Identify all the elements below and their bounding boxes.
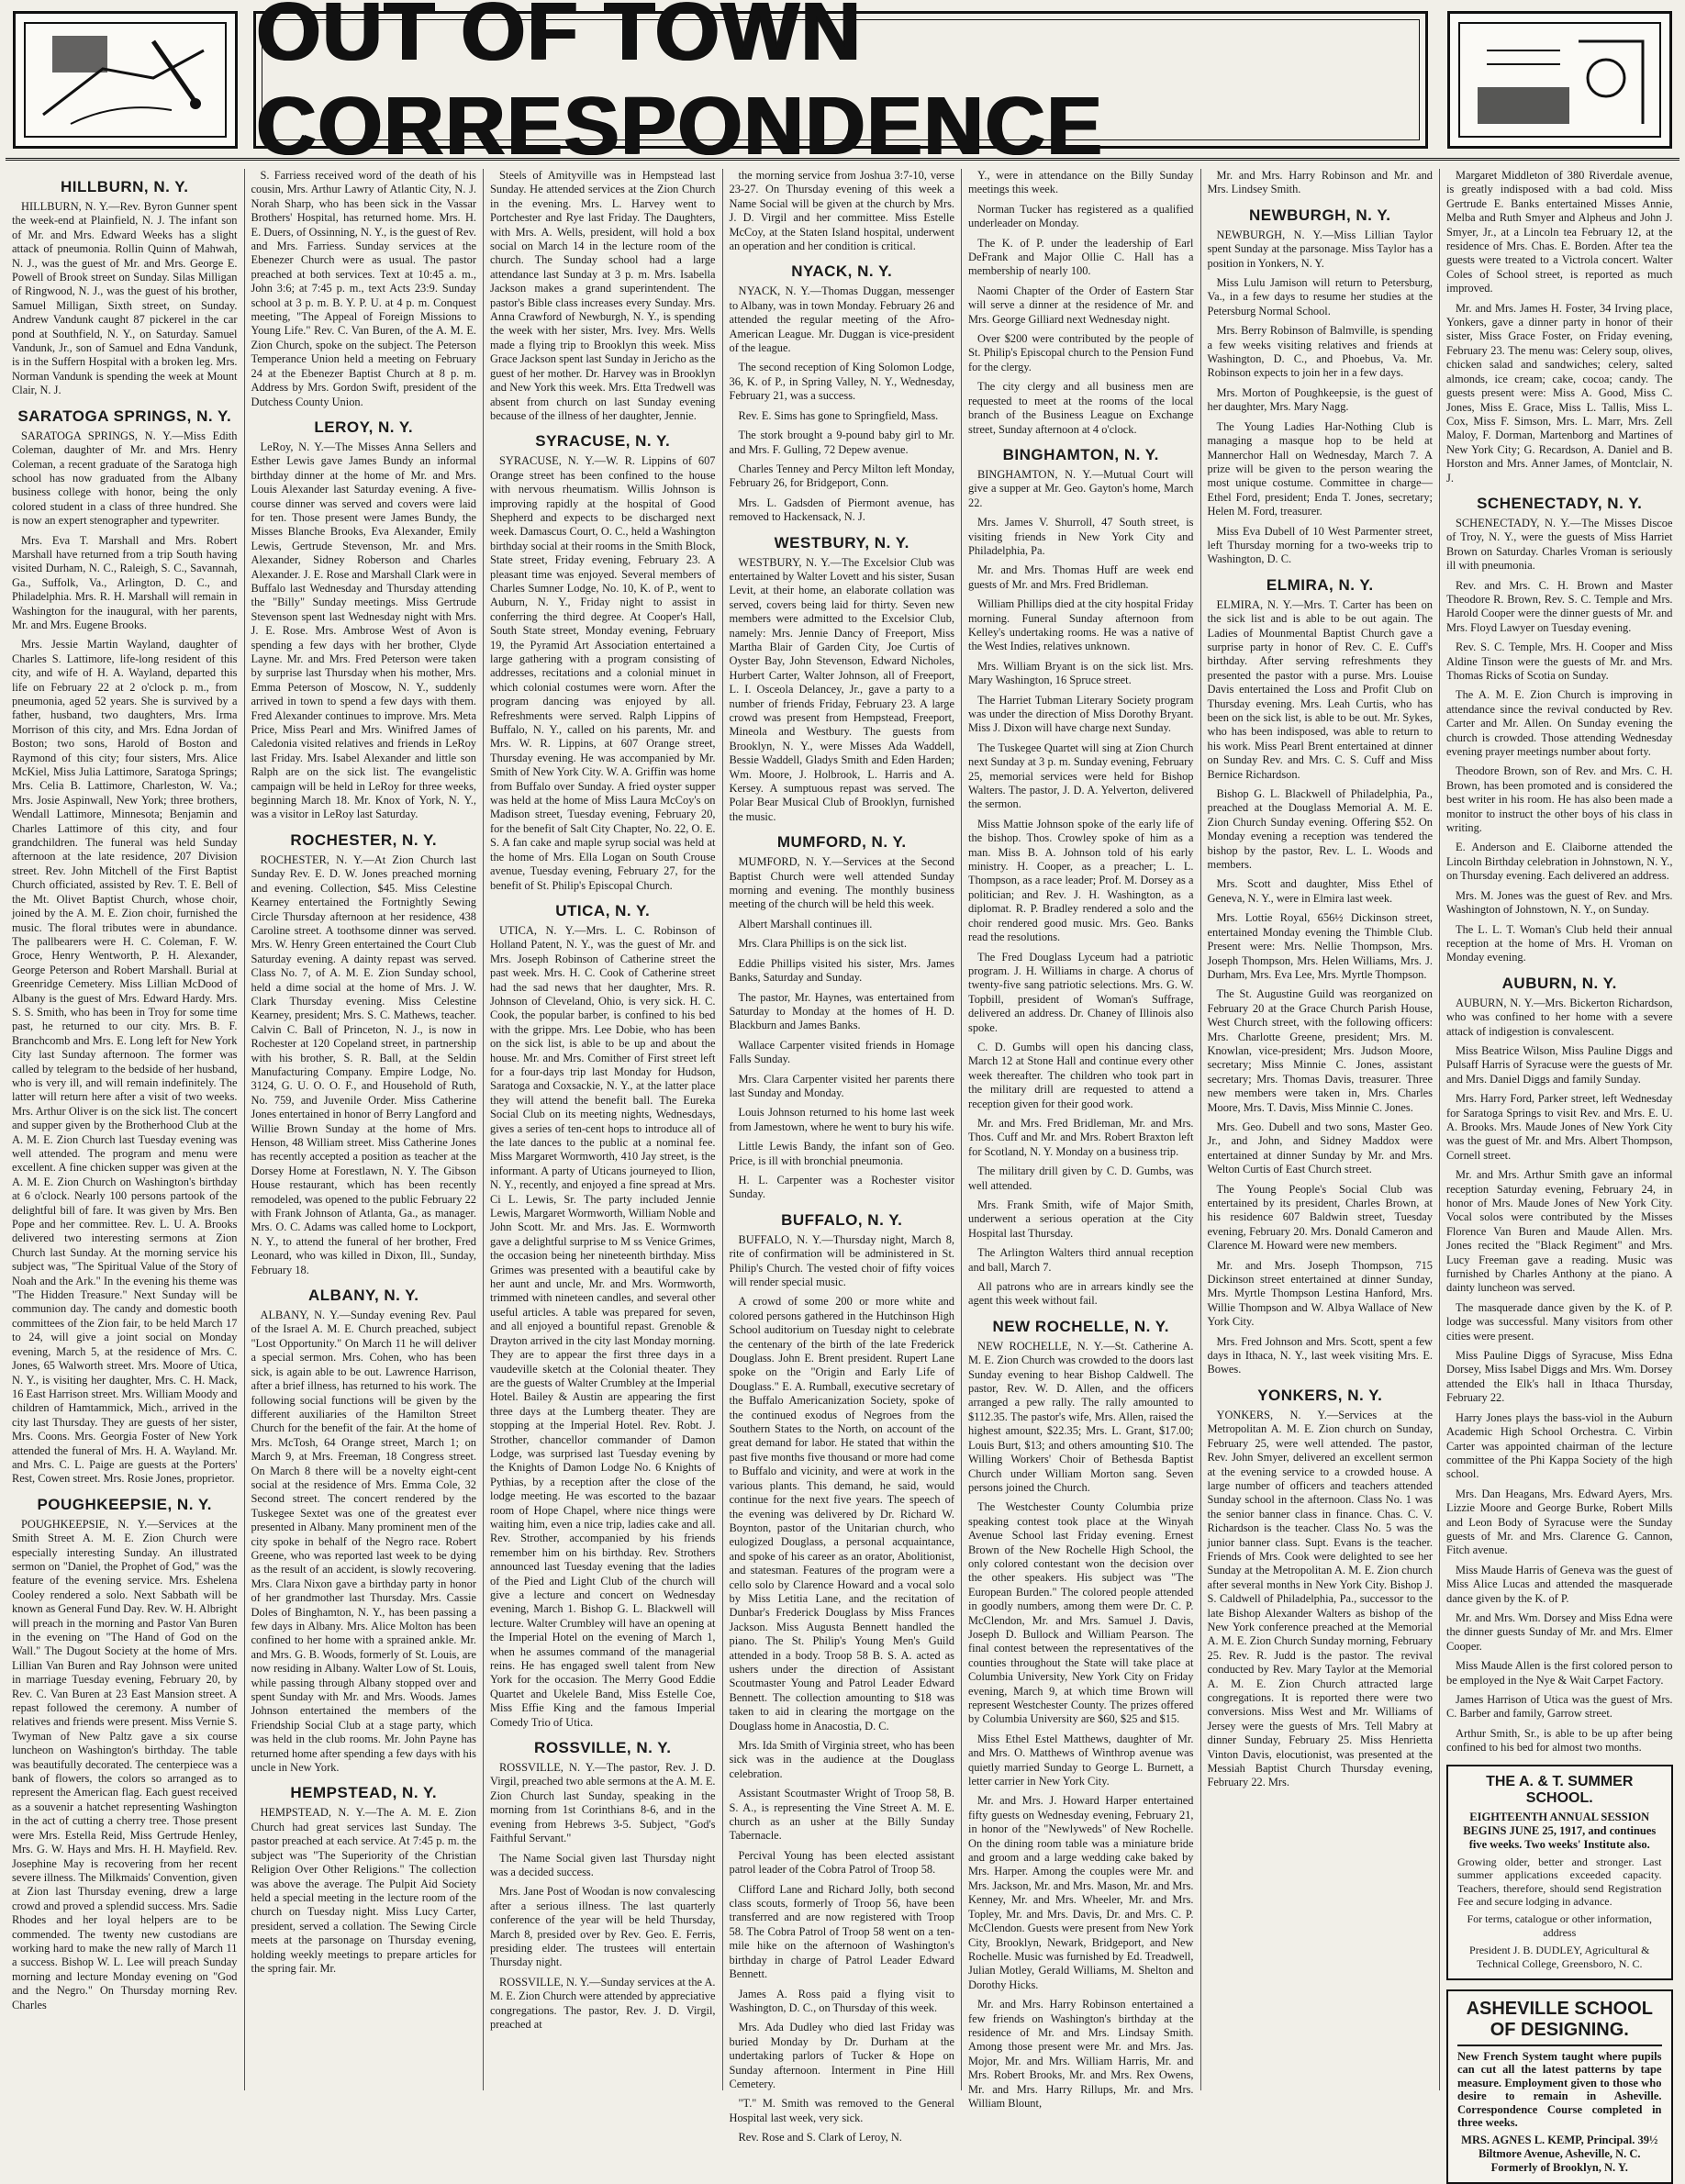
news-paragraph: The A. M. E. Zion Church is improving in attendance since the revival conducted by Rev. Carter and Mr. Allen. On Sunday evening the church is crowded. Those attending Wednesday evening prayer meetings number about forty. (1446, 688, 1673, 759)
dateline-heading: NEWBURGH, N. Y. (1248, 206, 1391, 224)
news-paragraph: Bishop G. L. Blackwell of Philadelphia, Pa., preached at the Douglass Memorial A. M. E. Zion Church Sunday evening. Offering $52. On Monday evening a reception was tendered the bishop by the pastor, Rev. L. L. Woods and members. (1207, 787, 1433, 872)
news-paragraph: Miss Beatrice Wilson, Miss Pauline Diggs and Pulsaff Harris of Syracuse were the guests of Mr. and Mrs. Daniel Diggs and family Sunday. (1446, 1043, 1673, 1086)
news-paragraph: The K. of P. under the leadership of Earl DeFrank and Major Ollie C. Hall has a membership of nearly 100. (968, 236, 1194, 278)
news-paragraph: SCHENECTADY, N. Y.—The Misses Discoe of Troy, N. Y., were the guests of Miss Harriet Brown on Saturday. Charles Vroman is seriously ill with pneumonia. (1446, 516, 1673, 573)
news-paragraph: Mr. and Mrs. Harry Robinson entertained a few friends on Washington's birthday at the residence of Mr. and Mrs. Lindsay Smith. Among those present were Mr. and Mrs. Jas. Mojor, Mr. and Mrs. William Harris, Mr. and Mrs. Robert Brooks, Mr. and Mrs. Rex Owens, Mr. and Mrs. Harry Rillups, Mr. and Mrs. William Blount, (968, 1998, 1194, 2110)
dateline-heading: ROCHESTER, N. Y. (290, 830, 438, 849)
news-paragraph: Albert Marshall continues ill. (738, 917, 873, 930)
news-paragraph: The Fred Douglass Lyceum had a patriotic program. J. H. Williams in charge. A chorus of twenty-five sang patriotic selections. Mrs. G. W. Topbill, president of Woman's Suffrage, delivered an address. Dr. Chaney of Illinois also spoke. (968, 950, 1194, 1034)
news-paragraph: SYRACUSE, N. Y.—W. R. Lippins of 607 Orange street has been confined to the house with nervous rheumatism. Willis Johnson is improving rapidly at the hospital of Good Shepherd and expects to be discharged next week. Damascus Court, O. C., held a Washington birthday social at their rooms in the Smith Block, State street, Friday evening, February 23. A pleasant time was enjoyed. Several members of Charles Sumner Lodge, No. 10, K. of P., went to Auburn, N. Y., Friday night to assist in conferring the third degree. At Cooper's Hall, South State street, Monday evening, February 19, the Pyramid Art Association entertained a large gathering with a program consisting of addresses, recitations and a colonial minuet in which colonial costumes were worn. After the program dancing was enjoyed by all. Refreshments were served. Ralph Lippins of Buffalo, N. Y., called on his parents, Mr. and Mrs. W. R. Lippins, at 607 Orange street, Thursday evening. He was accompanied by Mr. Smith of New York City. W. A. Griffin was home from Buffalo over Sunday. A fried oyster supper was held at the home of Miss Laura McCoy's on Madison street, Tuesday evening, February 20, for the benefit of Salt City Chapter, No. 22, O. E. S. A fan cake and maple syrup social was held at the home of Mrs. Ella Logan on South Crouse avenue, Tuesday evening, February 27, for the benefit of St. Philip's Episcopal Church. (490, 454, 716, 892)
news-item (730, 262, 955, 524)
news-paragraph: WESTBURY, N. Y.—The Excelsior Club was entertained by Walter Lovett and his sister, Susan Levit, at their home, an elaborate collation was served, covers being laid for thirty. Seven new members were admitted to the Excelsior Club, namely: Mrs. Jennie Dancy of Freeport, Miss Martha Blair of Garden City, Joe Curtis of Oyster Bay, John Stevenson, Edward Nicholes, Hurbert Carter, Walter Johnson, all of Freeport, L. I. Osceola Delancey, Jr., gave a party to a number of friends Friday, February 23. A large crowd was present from Hempstead, Freeport, Mineola and Westbury. The guests from Brooklyn, N. Y., were Misses Ada Waddell, Bessie Waddell, Gladys Smith and Eden Harden; Wm. Moore, J. Holbrook, L. Harris and A. Kersey. A sumptuous repast was served. The Polar Bear Musical Club of Brooklyn, furnished the music. (729, 555, 954, 823)
masthead-title: OUT OF TOWN CORRESPONDENCE (256, 0, 1104, 173)
news-paragraph: The Arlington Walters third annual reception and ball, March 7. (968, 1246, 1194, 1274)
news-paragraph: Mrs. Ida Smith of Virginia street, who has been sick was in the audience at the Douglass celebration. (729, 1739, 954, 1780)
news-paragraph: Mr. and Mrs. Thomas Huff are week end guests of Mr. and Mrs. Fred Bridleman. (968, 563, 1194, 591)
dateline-heading: WESTBURY, N. Y. (774, 533, 909, 552)
news-paragraph: The Name Social given last Thursday night was a decided success. (490, 1851, 716, 1878)
news-item (251, 1287, 477, 1775)
news-paragraph: NEW ROCHELLE, N. Y.—St. Catherine A. M. E. Zion Church was crowded to the doors last Sunday evening to hear Bishop Caldwell. The pastor, Rev. W. D. Allen, and the officers arranged a pew rally. The rally amounted to $112.35. The pastor's wife, Mrs. Allen, raised the highest amount, $22.35; Mrs. L. Grant, $17.00; Louis Burt, $13; and others amounting $10. The Willing Workers' Choir of Bethesda Baptist Church under William Morton sang. Seven persons joined the Church. (968, 1339, 1194, 1494)
summer-school-advertisement (1446, 1765, 1673, 1980)
news-paragraph: S. Farriess received word of the death of his cousin, Mrs. Arthur Lawry of Atlantic City, N. J. Norah Sharp, who has been sick in the Vassar Brothers' Hospital, has returned home. Mrs. H. E. Duers, of Ossinning, N. Y., is the guest of Rev. and Mrs. Farriess. Sunday services at the Ebenezer Church were as usual. The pastor preached at both services. Text at 10:45 a. m., John 3:6; at 7:45 p. m., text Acts 23:9. Sunday school at 3 p. m. B. Y. P. U. at 4 p. m. Conquest meeting, "The Appeal of Foreign Missions to Young Life." Rev. C. Van Buren, of the A. M. E. Zion Church, spoke on the subject. The Peterson Temperance Union held a meeting on February 24 at the Ebenezer Baptist Church at 8 p. m. Address by Mrs. Gordon Swift, president of the Dutchess County Union. (251, 169, 476, 408)
news-paragraph: C. D. Gumbs will open his dancing class, March 12 at Stone Hall and continue every other week thereafter. The children who took part in the military drill are requested to attend a reception given for their good work. (968, 1040, 1194, 1110)
dateline-heading: SARATOGA SPRINGS, N. Y. (17, 407, 232, 425)
news-paragraph: BUFFALO, N. Y.—Thursday night, March 8, rite of confirmation will be administered in St. Philip's Church. The vested choir of fifty voices will render special music. (729, 1232, 954, 1288)
news-item (1446, 169, 1673, 485)
news-paragraph: Mr. and Mrs. James H. Foster, 34 Irving place, Yonkers, gave a dinner party in honor of their sister, Miss Grace Foster, on Friday evening, February 23. The menu was: Celery soup, olives, chicken salad and sandwiches; celery, salted almonds, ice cream; cake, cocoa; candy. The guests present were: Miss A. Good, Miss C. Jones, Miss E. Grace, Miss L. Tallis, Miss L. Cox, Miss F. Simson, Mrs. L. Marr, Mrs. Zell Maloy, F. Dorman, Martenborg and Martines of New York City; G. Recardson, A. Daniel and B. Horston and Mrs. Anner James, of Montclair, N. J. (1446, 301, 1673, 485)
dateline-heading: ALBANY, N. Y. (308, 1287, 419, 1305)
news-paragraph: Mrs. Ada Dudley who died last Friday was buried Monday by Dr. Durham at the undertaking parlors of Tucker & Hope on Sunday afternoon. Interment in Pine Hill Cemetery. (729, 2021, 954, 2090)
news-paragraph: Over $200 were contributed by the people of St. Philip's Episcopal church to the Pension Fund for the clergy. (968, 332, 1194, 373)
news-item (251, 169, 477, 409)
dateline-heading: HILLBURN, N. Y. (61, 178, 189, 195)
news-paragraph: Mr. and Mrs. Wm. Dorsey and Miss Edna were the dinner guests Sunday of Mr. and Mrs. Elmer Cooper. (1446, 1610, 1673, 1653)
dateline-heading: SCHENECTADY, N. Y. (1477, 494, 1643, 512)
news-paragraph: Percival Young has been elected assistant patrol leader of the Cobra Patrol of Troop 58. (729, 1848, 954, 1877)
news-paragraph: Miss Pauline Diggs of Syracuse, Miss Edna Dorsey, Miss Isabel Diggs and Mrs. Wm. Dorsey attended the Elk's hall in Ithaca Thursday, February 22. (1446, 1349, 1673, 1405)
news-paragraph: the morning service from Joshua 3:7-10, verse 23-27. On Thursday evening of this week a Name Social will be given at the church by Mrs. J. D. Virgil and her committee. Miss Estelle McCoy, at the Staten Island hospital, underwent an operation and her condition is critical. (729, 169, 954, 253)
news-paragraph: The Harriet Tubman Literary Society program was under the direction of Miss Dorothy Bryant. Miss J. Dixon will have charge next Sunday. (968, 693, 1194, 735)
dateline-heading: ELMIRA, N. Y. (1266, 575, 1374, 594)
ad-title: THE A. & T. SUMMER SCHOOL. (1486, 1773, 1634, 1806)
ad-signature: President J. B. DUDLEY, Agricultural & Technical College, Greensboro, N. C. (1469, 1943, 1650, 1970)
dateline-heading: AUBURN, N. Y. (1501, 974, 1617, 992)
writing-hand-illustration-icon (16, 14, 235, 146)
news-paragraph: ROSSVILLE, N. Y.—The pastor, Rev. J. D. Virgil, preached two able sermons at the A. M. E. Zion Church last Sunday, speaking in the morning from 1st Corinthians 8-6, and in the evening from Hebrews 3-5. Subject, "God's Faithful Servant." (490, 1761, 716, 1845)
news-item (490, 432, 716, 893)
news-paragraph: Norman Tucker has registered as a qualified underleader on Monday. (968, 202, 1194, 230)
news-paragraph: Mrs. M. Jones was the guest of Rev. and Mrs. Washington of Johnstown, N. Y., on Sunday. (1446, 888, 1673, 917)
column-2 (245, 169, 485, 2090)
news-paragraph: NYACK, N. Y.—Thomas Duggan, messenger to Albany, was in town Monday. February 26 and attended the regular meeting of the Afro-American League. Mr. Duggan is vice-president of the league. (729, 284, 954, 355)
news-item (1208, 206, 1434, 567)
news-paragraph: H. L. Carpenter was a Rochester visitor Sunday. (729, 1173, 954, 1201)
news-paragraph: E. Anderson and E. Claiborne attended the Lincoln Birthday celebration in Johnstown, N. Y., on Thursday evening. Each delivered an address. (1446, 841, 1673, 883)
news-paragraph: NEWBURGH, N. Y.—Miss Lillian Taylor spent Sunday at the parsonage. Miss Taylor has a position in Yonkers, N. Y. (1207, 228, 1433, 270)
dateline-heading: MUMFORD, N. Y. (776, 833, 907, 852)
news-paragraph: William Phillips died at the city hospital Friday morning. Funeral Sunday afternoon from Kelley's undertaking rooms. He was a native of the West Indies, relatives unknown. (968, 597, 1194, 653)
news-item (968, 446, 1194, 1309)
news-item (12, 407, 238, 1487)
news-paragraph: All patrons who are in arrears kindly see the agent this week without fail. (968, 1280, 1194, 1308)
news-paragraph: Mrs. Fred Johnson and Mrs. Scott, spent a few days in Ithaca, N. Y., last week visiting Mrs. E. Bowes. (1207, 1334, 1433, 1376)
masthead-rule (6, 158, 1679, 161)
news-paragraph: Assistant Scoutmaster Wright of Troop 58, B. S. A., is representing the Vine Street A. M. E. church as an usher at the Billy Sunday Tabernacle. (729, 1787, 954, 1843)
news-item (12, 178, 238, 398)
news-paragraph: Mr. and Mrs. Harry Robinson and Mr. and Mrs. Lindsey Smith. (1207, 169, 1433, 196)
news-paragraph: Rev. Rose and S. Clark of Leroy, N. (738, 2131, 902, 2145)
news-paragraph: Mr. and Mrs. J. Howard Harper entertained fifty guests on Wednesday evening, February 21, in honor of the "Newlyweds" of New Rochelle. On the dining room table was a miniature bride and groom and a large wedding cake baked by Mrs. Harper. Among the couples were Mr. and Mrs. Jackson, Mr. and Mrs. Mason, Mr. and Mrs. Kenney, Mr. and Mrs. Wheeler, Mr. and Mrs. Topley, Mr. and Mrs. Davis, Dr. and Mrs. C. P. McClendon. Guests were present from New York City, Brooklyn, Newark, Bridgeport, and New Rochelle. Music was furnished by Ed. Treadwell, Julian Motley, Gerald Williams, M. Shelton and Dorothy Hicks. (968, 1794, 1194, 1991)
ad-body: New French System taught where pupils can cut all the latest patterns by tape measure. Employment given to those who desire to remain in Asheville. Correspondence Course completed in three weeks. (1457, 2049, 1662, 2130)
news-item (251, 831, 477, 1277)
column-5 (962, 169, 1201, 2110)
column-7 (1440, 169, 1679, 2174)
news-paragraph: BINGHAMTON, N. Y.—Mutual Court will give a supper at Mr. Geo. Gayton's home, March 22. (968, 467, 1194, 509)
dateline-heading: BUFFALO, N. Y. (781, 1210, 903, 1229)
news-paragraph: Miss Maude Allen is the first colored person to be employed in the Nye & Wait Carpet Factory. (1446, 1659, 1673, 1687)
telegraph-illustration-icon (1450, 14, 1669, 146)
news-item (490, 1739, 716, 2032)
masthead-title-box (253, 0, 1428, 173)
column-6 (1201, 169, 1441, 2090)
news-paragraph: Wallace Carpenter visited friends in Homage Falls Sunday. (729, 1038, 954, 1066)
news-paragraph: Eddie Phillips visited his sister, Mrs. James Banks, Saturday and Sunday. (729, 956, 954, 985)
dateline-heading: ROSSVILLE, N. Y. (534, 1739, 672, 1757)
news-paragraph: Arthur Smith, Sr., is able to be up after being confined to his bed for almost two months. (1446, 1726, 1673, 1755)
column-1 (6, 169, 245, 2090)
news-item (490, 169, 716, 423)
news-item (1446, 495, 1673, 965)
news-paragraph: Mrs. L. Gadsden of Piermont avenue, has removed to Hackensack, N. J. (729, 496, 954, 524)
column-3 (484, 169, 723, 2090)
news-paragraph: UTICA, N. Y.—Mrs. L. C. Robinson of Holland Patent, N. Y., was the guest of Mr. and Mrs. Joseph Robinson of Catherine street the past week. Mrs. H. C. Cook of Catherine street had the sad news that her daughter, Mrs. R. Johnson of Cleveland, Ohio, is very sick. H. C. Cook, the popular barber, is confined to his bed with the grippe. Mrs. Lee Dobie, who has been on the sick list, is able to be up and about the house. Mr. and Mrs. Comither of First street left for a four-days trip last Monday for Hudson, Saratoga and Coxsackie, N. Y., at the latter place they will attend the benefit ball. The Eureka Social Club on its meeting nights, Wednesdays, gives a series of ten-cent hops to introduce all of the late dances to the public at a nominal fee. Miss Margaret Wormworth, 410 Jay street, is the informant. A party of Uticans journeyed to Ilion, N. Y., recently, and enjoyed a fine spread at Mrs. Ci L. Lewis, Sr. The party included Jennie Lewis, Margaret Wormworth, William Noble and John Scott. Mr. and Mrs. Jas. E. Wormworth gave a delightful surprise to M ss Venice Grimes, the occasion being her nineteenth birthday. Miss Grimes was presented with a beautiful cake by her aunt and uncle, Mr. and Mrs. Wormworth, trimmed with nineteen candles, and several other useful articles. A table was prepared for seven, and all enjoyed a bountiful repast. Grenoble & Drayton arrived in the city last Monday morning. They are to appear the first three days in a vaudeville sketch at the Colonial theater. They are the guests of Walter Crumbley at the Imperial Hotel. Bailey & Austin are appearing the first three days at the Lumberg theater. They are stopping at the Imperial Hotel. Rev. Robt. J. Strother, chancellor commander of Damon Lodge, was surprised last Tuesday evening by the Knights of Damon Lodge No. 6 Knights of Pythias, by a reception after the close of the lodge meeting. He was escorted to the bazaar room of Hope Chapel, where nice things were waiting him, even a nice trip, ladies cake and all. Rev. Strother, accompanied by his friends remember him on his birthday. Rev. Strothers announced last Tuesday evening that the ladies of the Pied and Light Club of the church will give a lecture and concert on Wednesday evening, March 1. Bishop G. L. Blackwell will lecture. Walter Crumbley will have an opening at the Imperial Hotel on the evening of March 1, when he assumes command of the managerial reins. He has engaged swell talent from New York for the occasion. The Merry Good Eddie Quartet and Ukelele Band, Miss Estelle Coe, Miss Effie King and the famous Imperial Comedy Trio of Utica. (490, 923, 716, 1729)
news-paragraph: Margaret Middleton of 380 Riverdale avenue, is greatly indisposed with a bad cold. Miss Gertrude E. Banks entertained Misses Annie, Melba and Ruth Smyer and Alpheus and John J. Smyer, Jr., at a Lincoln tea February 12, at the residence of Mrs. Chas. E. Borden. After tea the guests were treated to a Victrola concert. Walter Coles of School street, is reported as much improved. (1446, 169, 1673, 295)
news-paragraph: Clifford Lane and Richard Jolly, both second class scouts, formerly of Troop 56, have been transferred and are now registered with Troop 58. The Cobra Patrol of Troop 58 went on a ten-mile hike on the afternoon of Washington's birthday in charge of Patrol Leader Edward Bennett. (729, 1882, 954, 1981)
dateline-heading: UTICA, N. Y. (555, 901, 651, 919)
news-paragraph: Mrs. Eva T. Marshall and Mrs. Robert Marshall have returned from a trip South having visited Durham, N. C., Raleigh, S. C., Savannah, Ga., Suffolk, Va., Arlington, D. C., and Philadelphia. Mrs. R. H. Marshall will remain in Washington for the inaugural, with her parents, Mr. and Mrs. Eugene Brooks. (12, 533, 238, 631)
columns (6, 169, 1679, 2174)
news-paragraph: POUGHKEEPSIE, N. Y.—Services at the Smith Street A. M. E. Zion Church were especially interesting Sunday. An illustrated sermon on "Daniel, the Prophet of God," was the feature of the evening service. Mrs. Eshelena Cooley rendered a solo. Next Sabbath will be known as General Fund Day. Rev. W. H. Albright will preach in the morning and Pastor Van Buren in the evening on "The Hand of God on the Wall." The Dugout Society at the home of Mrs. Lillian Van Buren and Ray Johnson were united in marriage Tuesday evening, February 20, by Rev. C. Van Buren at 23 East Mansion street. A repast followed the ceremony. A number of relatives and friends were present. Miss Vernie S. Twyman of New Paltz gave a six course luncheon on Washington's birthday. The table was beautifully decorated. The centerpiece was a bank of flowers, the colors so arranged as to represent the American flag. Each guest received as a souvenir a hatchet representing Washington in the act of cutting a cherry tree. Those present were Mrs. Estella Reid, Miss Gertrude Henley, Mrs. G. W. Hays and Mrs. H. H. Mayfield. Rev. Josephine May is recovering from her recent severe illness. The Milkmaids' Convention, given at Zion last Thursday evening, drew a large crowd and proved a splendid success. Mrs. Sadie Rhodes and her loyal helpers are to be commended. The twenty new custodians are working hard to make the new rally of March 11 a success. Bishop W. L. Lee will preach Sunday morning and lecture Monday evening on "God and the Negro." On Thursday morning Rev. Charles (12, 1517, 238, 2011)
news-paragraph: Y., were in attendance on the Billy Sunday meetings this week. (968, 169, 1194, 196)
news-paragraph: Mrs. Clara Carpenter visited her parents there last Sunday and Monday. (729, 1072, 954, 1099)
news-item (968, 169, 1194, 437)
news-paragraph: Charles Tenney and Percy Milton left Monday, February 26, for Bridgeport, Conn. (729, 462, 954, 490)
news-paragraph: Mrs. Frank Smith, wife of Major Smith, underwent a serious operation at the City Hospital last Thursday. (968, 1198, 1194, 1240)
news-item (251, 1784, 477, 1976)
news-paragraph: Steels of Amityville was in Hempstead last Sunday. He attended services at the Zion Church in the evening. Mrs. L. Harvey went to Portchester and Rye last Friday. The Daughters, with Mrs. A. Wells, president, will hold a box social on March 14 in the lecture room of the church. The Sunday school had a large attendance last Sunday at 3 p. m. Mrs. Isabella Jackson makes a grand superintendent. The pastor's Bible class increases every Sunday. Mrs. Anna Crawford of Newburgh, N. Y., is spending the week with her sister, Mrs. Ivey. Mrs. Wells made a flying trip to Brooklyn this week. Miss Grace Jackson spent last Sunday in Jericho as the guest of her mother. Dr. Harvey was in Brooklyn and New York this week. Mrs. Etta Tredwell was absent from church on last Sunday evening because of the illness of her daughter, Jennie. (490, 169, 716, 422)
news-item (730, 534, 955, 825)
news-paragraph: Rev. E. Sims has gone to Springfield, Mass. (738, 408, 939, 422)
news-paragraph: The Young Ladies Har-Nothing Club is managing a masque hop to be held at Mannerchor Hall on Wednesday, March 7. A prize will be given to the person wearing the most unique costume. Committee in charge—Ethel Ford, president; Enda T. Jones, secretary; Helen M. Ford, treasurer. (1207, 419, 1433, 518)
news-paragraph: Mr. and Mrs. Arthur Smith gave an informal reception Saturday evening, February 24, in honor of Mrs. Maude Jones of New York City. Vocal solos were contributed by the Misses Florence Van Buren and Maude Allen. Mrs. Jones recited the "Black Regiment" and Mrs. Lucy Freeman gave a reading. Music was furnished by Charles Anthony at the piano. A dainty luncheon was served. (1446, 1168, 1673, 1295)
news-paragraph: YONKERS, N. Y.—Services at the Metropolitan A. M. E. Zion church on Sunday, February 25, were well attended. The pastor, Rev. John Smyer, delivered an excellent sermon at the evening service to a crowded house. A large number of officers and teachers attended Sunday school in the afternoon. Class No. 1 was the senior banner class in finance. Chas. C. V. Richardson is the teacher. Class No. 5 was the junior banner class. Supt. Evans is the teacher. Friends of Mrs. Cook were delighted to see her Sunday at the Metropolitan A. M. E. Zion church after several months in New York City. Bishop J. S. Caldwell of Philadelphia, Pa., successor to the late Bishop Alexander Walters as bishop of the New York conference preached at the Memorial A. M. E. Zion Church Sunday morning, February 25. Rev. R. Judd is the pastor. The revival conducted by Rev. Mary Taylor at the Memorial A. M. E. Zion Church attracted large congregations. It is reported there were two conversions. Miss West and Mr. Williams of Jersey were the guests of Mrs. Tell Mabry at dinner Sunday, February 25. Miss Henrietta Vinton Davis, elocutionist, was presented at the Messiah Baptist Church Thursday evening, February 22. Mrs. (1207, 1408, 1433, 1789)
news-paragraph: Mrs. James V. Shurroll, 47 South street, is visiting friends in New York City and Philadelphia, Pa. (968, 516, 1194, 557)
news-item (730, 169, 955, 253)
ad-subtitle: EIGHTEENTH ANNUAL SESSION BEGINS JUNE 25, 1917, and continues five weeks. Two weeks' Institute also. (1463, 1810, 1657, 1851)
news-paragraph: ALBANY, N. Y.—Sunday evening Rev. Paul of the Israel A. M. E. Church preached, subject "Lost Opportunity." On March 11 he will deliver a special sermon. Mrs. Cohen, who has been sick, is again able to be out. Lawrence Harrison, after a brief illness, has returned to his work. The following social functions will be given by the different auxiliaries of the Hamilton Street Church for the benefit of the fair. At the home of Mrs. McTosh, 64 Orange street, March 1; on March 9, at Mrs. Freeman, 18 Congress street. On March 8 there will be a novelty eight-cent social at the residence of Mrs. Emma Cole, 32 Second street. The concert rendered by the Tuskegee Sextet was one of the greatest ever presented in Albany. Many prominent men of the city spoke in behalf of the Negro race. Robert Greene, who was reported last week to be dying as the result of an accident, is slowly recovering. Mrs. Clara Nixon gave a birthday party in honor of her grandmother last Thursday. Mrs. Cassie Doles of Binghamton, N. Y., has been passing a few days in Albany. Mrs. Alice Molton has been confined to her home with a sprained ankle. Mr. and Mrs. G. B. Woods, formerly of St. Louis, are now residing in Albany. Walter Low of St. Louis, while passing through Albany stopped over and spent Sunday with Mr. and Mrs. Woods. James Johnson entertained the members of the Friendship Social Club at a stage party, which was held in the club rooms. Mr. John Payne has returned home after spending a few days with his uncle in New York. (251, 1309, 476, 1775)
news-paragraph: The masquerade dance given by the K. of P. lodge was successful. Many visitors from other cities were present. (1446, 1300, 1673, 1343)
news-paragraph: HEMPSTEAD, N. Y.—The A. M. E. Zion Church had great services last Sunday. The pastor preached at each service. At 7:45 p. m. the subject was "The Superiority of the Christian Religion Over Other Religions." The collection was above the average. The Pulpit Aid Society held a special meeting in the lecture room of the church on Tuesday night. Miss Lucy Carter, president, served a collation. The Sewing Circle meets at the parsonage on Thursday evening, holding weekly meetings to prepare articles for the spring fair. Mr. (251, 1806, 476, 1975)
news-paragraph: Theodore Brown, son of Rev. and Mrs. C. H. Brown, has been promoted and is considered the best writer in his room. He has also been made a monitor to instruct the other boys of his class in writing. (1446, 764, 1673, 835)
news-paragraph: "T." M. Smith was removed to the General Hospital last week, very sick. (729, 2097, 954, 2124)
news-paragraph: Miss Maude Harris of Geneva was the guest of Miss Alice Lucas and attended the masquerade dance given by the K. of P. (1446, 1563, 1673, 1605)
dateline-heading: SYRACUSE, N. Y. (535, 432, 671, 451)
news-paragraph: Naomi Chapter of the Order of Eastern Star will serve a dinner at the residence of Mr. and Mrs. George Gilliard next Wednesday night. (968, 284, 1194, 326)
news-paragraph: The Young People's Social Club was entertained by its president, Charles Brown, at his residence 607 Baldwin street, Tuesday evening, February 20. Mrs. Donald Cameron and Clarence M. Howard were new members. (1207, 1182, 1433, 1253)
news-paragraph: Miss Ethel Estel Matthews, daughter of Mr. and Mrs. O. Matthews of Winthrop avenue was quietly married Sunday to George L. Burnett, a letter carrier in New York City. (968, 1732, 1194, 1788)
dateline-heading: NEW ROCHELLE, N. Y. (992, 1317, 1169, 1335)
designing-school-advertisement (1446, 1989, 1673, 2184)
dateline-heading: YONKERS, N. Y. (1257, 1386, 1383, 1404)
news-paragraph: The city clergy and all business men are requested to meet at the rooms of the local branch of the Business League on Exchange street, Sunday afternoon at 4 o'clock. (968, 380, 1194, 436)
dateline-heading: NYACK, N. Y. (791, 262, 893, 281)
ad-contact: For terms, catalogue or other information, address (1467, 1911, 1653, 1939)
decorative-cut-left (13, 11, 238, 149)
news-item (730, 1211, 955, 2145)
news-paragraph: Miss Mattie Johnson spoke of the early life of the bishop. Thos. Crowley spoke of him as a man. Miss B. A. Johnson told of his early ministry. H. Cooper, as a preacher; L. L. Thompson, as a race leader; Prof. M. Dorsey as a politician; and Rev. J. H. Washington, as a diplomat. R. P. Bradley rendered a solo and the choir rendered good music. Mrs. Geo. Banks read the resolutions. (968, 817, 1194, 944)
news-paragraph: Louis Johnson returned to his home last week from Jamestown, where he went to bury his wife. (729, 1106, 954, 1133)
news-item (1208, 169, 1434, 197)
news-paragraph: The military drill given by C. D. Gumbs, was well attended. (968, 1164, 1194, 1192)
news-paragraph: Harry Jones plays the bass-viol in the Auburn Academic High School Orchestra. C. Virbin Carter was appointed chairman of the lecture committee of the Phi Kappa Society of the high school. (1446, 1410, 1673, 1481)
news-paragraph: ROCHESTER, N. Y.—At Zion Church last Sunday Rev. E. D. W. Jones preached morning and evening. Collection, $45. Miss Celestine Kearney entertained the Fortnightly Sewing Circle Thursday afternoon at her residence, 438 Caroline street. A toothsome dinner was served. Mrs. W. Henry Green entertained the Court Club Saturday evening. A dainty repast was served. Class No. 7, of A. M. E. Zion Sunday school, held a dime social at the home of Mrs. J. W. Clark Thursday evening. Miss Celestine Kearney, president; Mrs. S. C. Mathews, teacher. Calvin C. Ball of Princeton, N. J., is now in Rochester at 120 Copeland street, in partnership with his brother, S. R. Ball, at the Seldin Manufacturing Company. Empire Lodge, No. 3124, G. U. O. O. F., and Household of Ruth, No. 759, and Juvenile Order. Miss Catherine Jones entertained in honor of Berry Langford and Willie Brown Sunday at the home of Mrs. Henson, 48 William street. Miss Catherine Jones has recently accepted a position as teacher at the Dorsey Home at Forestlawn, N. Y. The Gibson House restaurant, which has been recently remodeled, was opened to the public February 22 with Frank Johnson of Atlanta, Ga., as manager. Mrs. O. C. Adams was called home to Lockport, N. Y., to attend the funeral of her brother, Fred Leonard, who was killed in Dixon, Ill., Sunday, February 18. (251, 852, 476, 1276)
news-paragraph: ROSSVILLE, N. Y.—Sunday services at the A. M. E. Zion Church were attended by appreciative congregations. The pastor, Rev. J. D. Virgil, preached at (490, 1975, 716, 2031)
news-paragraph: Little Lewis Bandy, the infant son of Geo. Price, is ill with bronchial pneumonia. (729, 1140, 954, 1167)
news-paragraph: Mrs. Scott and daughter, Miss Ethel of Geneva, N. Y., were in Elmira last week. (1207, 877, 1433, 905)
newspaper-page (6, 0, 1679, 2174)
news-item (1446, 975, 1673, 1755)
dateline-heading: BINGHAMTON, N. Y. (1002, 445, 1159, 463)
news-paragraph: Mrs. Lottie Royal, 656½ Dickinson street, entertained Monday evening the Thimble Club. Present were: Mrs. Nellie Thompson, Mrs. Joseph Thompson, Mrs. Helen Williams, Mrs. J. Durham, Mrs. Eva Lee, Mrs. Myrtle Thompson. (1207, 911, 1433, 981)
news-item (251, 418, 477, 822)
news-paragraph: SARATOGA SPRINGS, N. Y.—Miss Edith Coleman, daughter of Mr. and Mrs. Henry Coleman, a recent graduate of the Saratoga high school has now graduated from the Albany business college with honor, being the only colored student in a class of three hundred. She is now an expert stenographer and typewriter. (12, 429, 238, 528)
news-item (1208, 1387, 1434, 1790)
ad-body: Growing older, better and stronger. Last summer applications exceeded capacity. Teachers, therefore, should send Registration Fee and secure lodging in advance. (1457, 1855, 1662, 1909)
news-item (490, 902, 716, 1730)
ad-signature: MRS. AGNES L. KEMP, Principal. 39½ Biltmore Avenue, Asheville, N. C. Formerly of Brooklyn, N. Y. (1461, 2133, 1658, 2174)
news-paragraph: MUMFORD, N. Y.—Services at the Second Baptist Church were well attended Sunday morning and evening. The monthly business meeting of the church will be held this week. (729, 855, 954, 911)
news-paragraph: The St. Augustine Guild was reorganized on February 20 at the Grace Church Parish House, West Church street, with the following officers: Mrs. Charlotte Greene, president; Mrs. M. Knowlan, vice-president; Mrs. Judson Moore, secretary; Miss Minnie C. Jones, assistant secretary; Mrs. Thomas Davis, treasurer. Three new members were taken in, Mrs. Charles Moore, Mrs. T. Davis, Miss Minnie C. Jones. (1207, 987, 1433, 1114)
ad-title: ASHEVILLE SCHOOL OF DESIGNING. (1457, 1999, 1662, 2046)
news-item (12, 1496, 238, 2012)
news-paragraph: Mrs. Jessie Martin Wayland, daughter of Charles S. Lattimore, life-long resident of this city, and wife of H. A. Wayland, departed this life on February 22 at 2 o'clock p. m., from pneumonia, aged 52 years. She is survived by a father, husband, two daughters, Mrs. Irma Morrison of this city, and Mrs. Edna Jordan of Boston; two sons, Harold of Boston and Raymond of this city; four sisters, Mrs. Alice McKiel, Miss Julia Lattimore, Saratoga Springs; Mrs. Celia B. Lattimore, Charleston, W. Va.; Mrs. Josie Aspinwall, New York; three brothers, Wendall Lattimore, Minnesota; Benjamin and Charles Lattimore of this city, and four grandchildren. The funeral was held Sunday afternoon at the late residence, 207 Division street. Rev. John Mitchell of the First Baptist Church officiated, assisted by Rev. T. E. Bell of the Mt. Olivet Baptist Church, whose choir, joined by the A. M. E. Zion choir, furnished the music. The floral tributes were in abundance. The pallbearers were H. C. Coleman, F. W. Groce, Henry Wentworth, P. H. Alexander, George Peterson and Robert Marshall. Burial at Greenridge Cemetery. Miss Lillian McDood of Albany is the guest of Mrs. Edward Hardy. Mrs. S. S. Smith, who has been in Troy for some time past, he returned to our city. Mrs. B. F. Branchcomb and Mrs. E. Long left for New York City last Sunday afternoon. The former was called by telegram to the bedside of her husband, who is very ill, and will remain indefinitely. The latter will return here after a visit of two weeks. Mrs. Arthur Oliver is on the sick list. The concert and supper given by the Brotherhood Club at the A. M. E. Zion Church last Tuesday evening was well attended. The program and menu were excellent. A fine chicken supper was given at the A. M. E. Zion Church on Washington's birthday at 6 o'clock. Nearly 100 persons partook of the delightful bill of fare. It was given by Mrs. Ben Pope and her committee. Rev. L. U. A. Brooks delivered two interesting sermons at Zion Church last Sunday. At the morning service his subject was, "The Spiritual Value of the Story of Noah and the Ark." In the evening his theme was "The Hidden Treasure." Next Sunday will be communion day. The candy and domestic booth committees of the Zion fair, to be held March 17 to 24, will give a joint social on Monday evening, March 5, at the residence of Mrs. C. Jones, 65 Walworth street. Mrs. Moore of Utica, N. Y., is visiting her daughter, Mrs. C. H. Mack, 16 East Harrison street. Mrs. William Moody and children of Hamtammick, Mich., arrived in the city last Thursday. They are guests of her sister, Mrs. Coons. Mrs. Georgia Foster of New York attended the funeral of Mrs. H. A. Wayland. Mr. and Mrs. C. L. Paige are guests at the Porters' Rest, Cowen street. Mrs. Rosie Jones, proprietor. (12, 638, 238, 1486)
decorative-cut-right (1447, 11, 1672, 149)
news-paragraph: Rev. S. C. Temple, Mrs. H. Cooper and Miss Aldine Tinson were the guests of Mr. and Mrs. Thomas Ricks of Scotia on Sunday. (1446, 641, 1673, 682)
news-paragraph: LeRoy, N. Y.—The Misses Anna Sellers and Esther Lewis gave James Bundy an informal birthday dinner at the home of Mr. and Mrs. Louis Alexander last Saturday evening. A five-course dinner was served and covers were laid for ten. Those present were James Bundy, the Misses Blanche Brooks, Eva Alexander, Emily Lewis, Gertrude Stevenson, Mr. and Mrs. Alexander, Sidney Roberson and Charles Alexander. J. E. Rose and Marshall Clark were in Buffalo last Wednesday and Thursday attending the "Billy" Sunday meetings. Miss Gertrude Stevenson spent last Wednesday night with Mrs. J. E. Rose. Mrs. Ambrose West of Avon is spending a few days with her brother, Clyde Layne. Mr. and Mrs. Fred Peterson were taken by surprise last Thursday when his mother, Mrs. Emma Peterson of Moscow, N. Y., suddenly arrived in town to spend a few days with them. Fred Alexander continues to improve. Mrs. Meta Price, Miss Pearl and Mrs. Winifred James of Caledonia visited relatives and friends in LeRoy last Friday. Mrs. Isabel Alexander and little son Ralph are on the sick list. The evangelistic campaign will be held in LeRoy for three weeks, beginning March 18. Mr. Knox of York, N. Y., was a visitor in LeRoy last Saturday. (251, 440, 476, 821)
dateline-heading: LEROY, N. Y. (314, 418, 414, 436)
news-paragraph: The second reception of King Solomon Lodge, 36, K. of P., in Spring Valley, N. Y., Wednesday, February 21, was a success. (729, 361, 954, 403)
dateline-heading: HEMPSTEAD, N. Y. (290, 1784, 438, 1802)
news-item (968, 1318, 1194, 2112)
news-paragraph: HILLBURN, N. Y.—Rev. Byron Gunner spent the week-end at Plainfield, N. J. The infant son of Mr. and Mrs. Edward Weeks has a slight attack of pneumonia. Rollin Quinn of Mahwah, N. J., was the guest of Mr. and Mrs. George E. Powell of Brook street on Sunday. Silas Milligan of Ringwood, N. J., was the guest of his brother, Samuel Milligan, Sixth street, on Sunday. Andrew Vandunk caught 87 pickerel in the car pond at Southfield, N. Y., on Saturday. Samuel Vandunk, Jr., son of Samuel and Edna Vandunk, is in the Suffern Hospital with a broken leg. Mrs. Norman Vandunk is spending the week at Mount Clair, N. J. (12, 200, 238, 397)
news-paragraph: AUBURN, N. Y.—Mrs. Bickerton Richardson, who was confined to her home with a severe attack of indigestion is convalescent. (1446, 996, 1673, 1038)
news-paragraph: Mrs. Jane Post of Woodan is now convalescing after a serious illness. The last quarterly conference of the year will be held Thursday, March 8, presided over by Rev. Geo. E. Ferris, presiding elder. The trustees will entertain Thursday night. (490, 1885, 716, 1969)
news-paragraph: Mrs. Harry Ford, Parker street, left Wednesday for Saratoga Springs to visit Rev. and Mrs. E. U. A. Brooks. Mrs. Maude Jones of New York City was the guest of Mr. and Mrs. Albert Thompson, Cornell street. (1446, 1092, 1673, 1162)
news-item (1208, 576, 1434, 1377)
masthead (6, 0, 1679, 173)
news-paragraph: ELMIRA, N. Y.—Mrs. T. Carter has been on the sick list and is able to be out again. The Ladies of Mounmental Baptist Church gave a surprise party in honor of Rev. C. E. Cuff's birthday. After serving refreshments they presented the pastor with a purse. Mrs. Louise Davis entertained the Loss and Profit Club on Thursday evening. Mrs. Leah Curtis, who has been on the sick list, is able to be out. Mr. Sykes, who has been indisposed, was able to return to his work. Miss Pearl Brent entertained at dinner on Sunday Rev. and Mrs. C. S. Cuff and Miss Bernice Richardson. (1207, 597, 1433, 781)
news-paragraph: Mr. and Mrs. Joseph Thompson, 715 Dickinson street entertained at dinner Sunday, Mrs. Myrtle Thompson Lestina Hanford, Mrs. Willie Thompson and W. Albya Wallace of New York City. (1207, 1258, 1433, 1329)
news-paragraph: Miss Eva Dubell of 10 West Parmenter street, left Thursday morning for a two-weeks trip to Washington, D. C. (1207, 524, 1433, 566)
news-item (730, 833, 955, 1202)
news-paragraph: Mrs. Morton of Poughkeepsie, is the guest of her daughter, Mrs. Mary Nagg. (1207, 385, 1433, 414)
news-paragraph: Mrs. Dan Heagans, Mrs. Edward Ayers, Mrs. Lizzie Moore and George Burke, Robert Mills and Leon Body of Syracuse were the Sunday guests of Mr. and Mrs. Clarence G. Cannon, Fitch avenue. (1446, 1487, 1673, 1557)
news-paragraph: Mrs. Berry Robinson of Balmville, is spending a few weeks visiting relatives and friends at Washington, D. C., and Phoebus, Va. Mr. Robinson expects to join her in a few days. (1207, 324, 1433, 380)
news-paragraph: The Tuskegee Quartet will sing at Zion Church next Sunday at 3 p. m. Sunday evening, February 25, memorial services were held for Bishop Walters. The pastor, J. D. A. Yelverton, delivered the sermon. (968, 741, 1194, 811)
news-paragraph: The L. L. T. Woman's Club held their annual reception at the home of Mrs. H. Vroman on Monday evening. (1446, 922, 1673, 964)
dateline-heading: POUGHKEEPSIE, N. Y. (37, 1495, 213, 1513)
news-paragraph: James Harrison of Utica was the guest of Mrs. C. Barber and family, Garrow street. (1446, 1693, 1673, 1721)
news-paragraph: Mrs. Clara Phillips is on the sick list. (738, 937, 907, 951)
news-paragraph: Mr. and Mrs. Fred Bridleman, Mr. and Mrs. Thos. Cuff and Mr. and Mrs. Robert Braxton left for Scotland, N. Y. Monday on a business trip. (968, 1116, 1194, 1158)
column-4 (723, 169, 963, 2145)
news-paragraph: The pastor, Mr. Haynes, was entertained from Saturday to Monday at the homes of H. D. Blackburn and James Banks. (729, 990, 954, 1032)
news-paragraph: A crowd of some 200 or more white and colored persons gathered in the Hutchinson High School auditorium on Tuesday night to celebrate the centenary of the birth of the late Frederick Douglass. John E. Brent president. Rupert Lane spoke on the "Origin and Early Life of Douglass." E. A. Rumball, executive secretary of the Buffalo Americanization Society, spoke of the continued exodus of Negroes from the Southern States to the North, on account of the great demand for labor. He stated that within the past five months five thousand or more had come to Buffalo and vicinity, and were at work in the various plants. This demand, he said, would continue for the next five years. The speech of the evening was delivered by Dr. Richard W. Boynton, pastor of the Unitarian church, who eulogized Douglass, a personal acquaintance, and spoke of his career as an orator, Abolitionist, and statesman. Features of the program were a cello solo by Clarence Howard and a vocal solo by Miss Letitia Lane, and the recitation of Dunbar's Frederick Douglass by Miss Frances Jackson. Miss Augusta Bennett handled the piano. The St. Philip's Young Men's Guild attended in a body. Troop 58 B. S. A. acted as ushers under the direction of Assistant Scoutmaster Young and Patrol Leader Edward Bennett. The collection amounting to $18 was taken to aid in clearing the mortgage on the Douglass home in Anacostia, D. C. (729, 1295, 954, 1733)
news-paragraph: Mrs. Geo. Dubell and two sons, Master Geo. Jr., and John, and Sidney Maddox were entertained at dinner Sunday by Mr. and Mrs. Welton Curtis of East Church street. (1207, 1120, 1433, 1176)
news-paragraph: Miss Lulu Jamison will return to Petersburg, Va., in a few days to resume her studies at the Petersburg Normal School. (1207, 276, 1433, 318)
news-paragraph: James A. Ross paid a flying visit to Washington, D. C., on Thursday of this week. (729, 1987, 954, 2014)
news-paragraph: The stork brought a 9-pound baby girl to Mr. and Mrs. F. Gulling, 72 Depew avenue. (729, 429, 954, 456)
news-paragraph: The Westchester County Columbia prize speaking contest took place at the Winyah Avenue School last Friday evening. Ernest Brown of the New Rochelle High School, the only colored contestant won the decision over the other speakers. His subject was "The European Burden." The colored people attended in goodly numbers, among them were Dr. C. P. McClendon, Mr. and Mrs. Samuel J. Davis, Joseph D. Bullock and William Pearson. The final contest between the representatives of the counties throughout the State will take place at Columbia University, New York City on Friday evening, March 9, at which time Brown will represent Westchester County. The prizes offered by Columbia University are $60, $25 and $15. (968, 1500, 1194, 1726)
news-paragraph: Rev. and Mrs. C. H. Brown and Master Theodore R. Brown, Rev. S. C. Temple and Mrs. Harold Cooper were the dinner guests of Mr. and Mrs. Floyd Lawyer on Tuesday evening. (1446, 578, 1673, 634)
news-paragraph: Mrs. William Bryant is on the sick list. Mrs. Mary Washington, 16 Spruce street. (968, 659, 1194, 687)
